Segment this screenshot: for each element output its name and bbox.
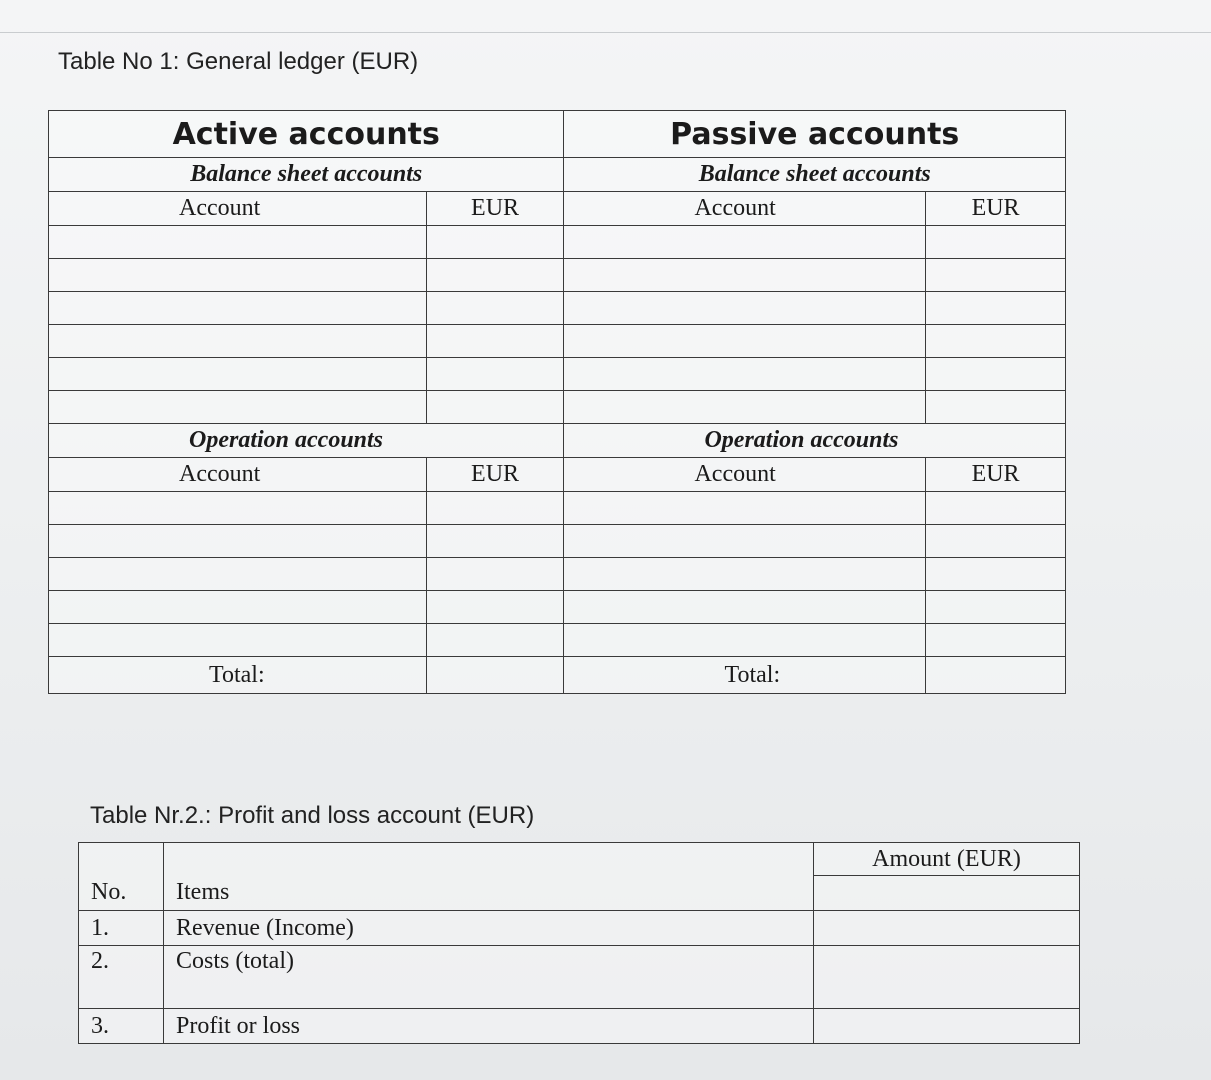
passive-operation-subheader: Operation accounts: [564, 424, 1066, 458]
passive-account-cell[interactable]: [564, 391, 926, 424]
active-accounts-header: Active accounts: [49, 111, 564, 158]
active-account-cell[interactable]: [49, 391, 427, 424]
passive-account-cell[interactable]: [564, 325, 926, 358]
passive-eur-cell[interactable]: [926, 325, 1066, 358]
active-total-value[interactable]: [426, 657, 564, 694]
active-eur-cell[interactable]: [426, 525, 564, 558]
ledger-blank-row: [49, 558, 1066, 591]
ledger-blank-row: [49, 226, 1066, 259]
active-account-cell[interactable]: [49, 492, 427, 525]
ledger-blank-row: [49, 624, 1066, 657]
passive-eur-cell[interactable]: [926, 525, 1066, 558]
pl-items-column-header: Items: [164, 876, 814, 911]
passive-account-cell[interactable]: [564, 259, 926, 292]
active-account-cell[interactable]: [49, 226, 427, 259]
pl-row-item: Costs (total): [164, 946, 814, 1009]
ledger-blank-row: [49, 358, 1066, 391]
active-account-cell[interactable]: [49, 558, 427, 591]
active-eur-cell[interactable]: [426, 292, 564, 325]
passive-account-cell[interactable]: [564, 624, 926, 657]
active-eur-cell[interactable]: [426, 259, 564, 292]
passive-operation-account-header: Account: [564, 458, 926, 492]
passive-account-cell[interactable]: [564, 292, 926, 325]
table-row: [79, 1009, 1080, 1044]
active-balance-sheet-subheader: Balance sheet accounts: [49, 158, 564, 192]
active-operation-eur-header: EUR: [426, 458, 564, 492]
pl-row-item: Revenue (Income): [164, 911, 814, 946]
pl-row-number: 2.: [79, 946, 164, 1009]
ledger-blank-row: [49, 325, 1066, 358]
active-account-cell[interactable]: [49, 591, 427, 624]
passive-eur-cell[interactable]: [926, 259, 1066, 292]
passive-balance-sheet-subheader: Balance sheet accounts: [564, 158, 1066, 192]
active-eur-cell[interactable]: [426, 624, 564, 657]
passive-accounts-header: Passive accounts: [564, 111, 1066, 158]
active-account-column-header: Account: [49, 192, 427, 226]
passive-account-column-header: Account: [564, 192, 926, 226]
passive-account-cell[interactable]: [564, 525, 926, 558]
active-account-cell[interactable]: [49, 259, 427, 292]
passive-eur-cell[interactable]: [926, 558, 1066, 591]
pl-row-amount[interactable]: [814, 1009, 1080, 1044]
active-total-label: Total:: [49, 657, 427, 694]
active-eur-cell[interactable]: [426, 358, 564, 391]
active-eur-cell[interactable]: [426, 325, 564, 358]
active-eur-cell[interactable]: [426, 391, 564, 424]
passive-eur-cell[interactable]: [926, 292, 1066, 325]
passive-total-label: Total:: [564, 657, 926, 694]
ledger-blank-row: [49, 591, 1066, 624]
pl-amount-column-header: Amount (EUR): [814, 843, 1080, 876]
ledger-blank-row: [49, 525, 1066, 558]
passive-account-cell[interactable]: [564, 591, 926, 624]
passive-account-cell[interactable]: [564, 492, 926, 525]
passive-eur-cell[interactable]: [926, 358, 1066, 391]
profit-loss-table: [78, 842, 1080, 1044]
passive-operation-eur-header: EUR: [926, 458, 1066, 492]
active-eur-cell[interactable]: [426, 226, 564, 259]
active-account-cell[interactable]: [49, 525, 427, 558]
passive-total-value[interactable]: [926, 657, 1066, 694]
pl-amount-header-cell[interactable]: [814, 876, 1080, 911]
pl-row-amount[interactable]: [814, 946, 1080, 1009]
page-top-divider: [0, 32, 1211, 33]
ledger-blank-row: [49, 492, 1066, 525]
active-account-cell[interactable]: [49, 624, 427, 657]
active-operation-account-header: Account: [49, 458, 427, 492]
active-account-cell[interactable]: [49, 358, 427, 391]
passive-eur-cell[interactable]: [926, 492, 1066, 525]
active-eur-cell[interactable]: [426, 492, 564, 525]
table-row: [79, 911, 1080, 946]
passive-account-cell[interactable]: [564, 558, 926, 591]
active-eur-cell[interactable]: [426, 558, 564, 591]
passive-eur-column-header: EUR: [926, 192, 1066, 226]
active-eur-column-header: EUR: [426, 192, 564, 226]
active-account-cell[interactable]: [49, 292, 427, 325]
pl-header-spacer-no: [79, 843, 164, 876]
ledger-blank-row: [49, 292, 1066, 325]
table-row: [79, 946, 1080, 1009]
pl-header-spacer-items: [164, 843, 814, 876]
table1-caption: Table No 1: General ledger (EUR): [58, 48, 419, 75]
pl-row-amount[interactable]: [814, 911, 1080, 946]
passive-eur-cell[interactable]: [926, 624, 1066, 657]
pl-row-number: 1.: [79, 911, 164, 946]
active-operation-subheader: Operation accounts: [49, 424, 564, 458]
passive-eur-cell[interactable]: [926, 391, 1066, 424]
passive-account-cell[interactable]: [564, 358, 926, 391]
active-eur-cell[interactable]: [426, 591, 564, 624]
active-account-cell[interactable]: [49, 325, 427, 358]
passive-eur-cell[interactable]: [926, 226, 1066, 259]
table2-caption: Table Nr.2.: Profit and loss account (EUR): [90, 802, 535, 829]
ledger-blank-row: [49, 391, 1066, 424]
ledger-blank-row: [49, 259, 1066, 292]
pl-row-item: Profit or loss: [164, 1009, 814, 1044]
pl-no-column-header: No.: [79, 876, 164, 911]
passive-eur-cell[interactable]: [926, 591, 1066, 624]
pl-row-number: 3.: [79, 1009, 164, 1044]
general-ledger-table: [48, 110, 1066, 694]
passive-account-cell[interactable]: [564, 226, 926, 259]
